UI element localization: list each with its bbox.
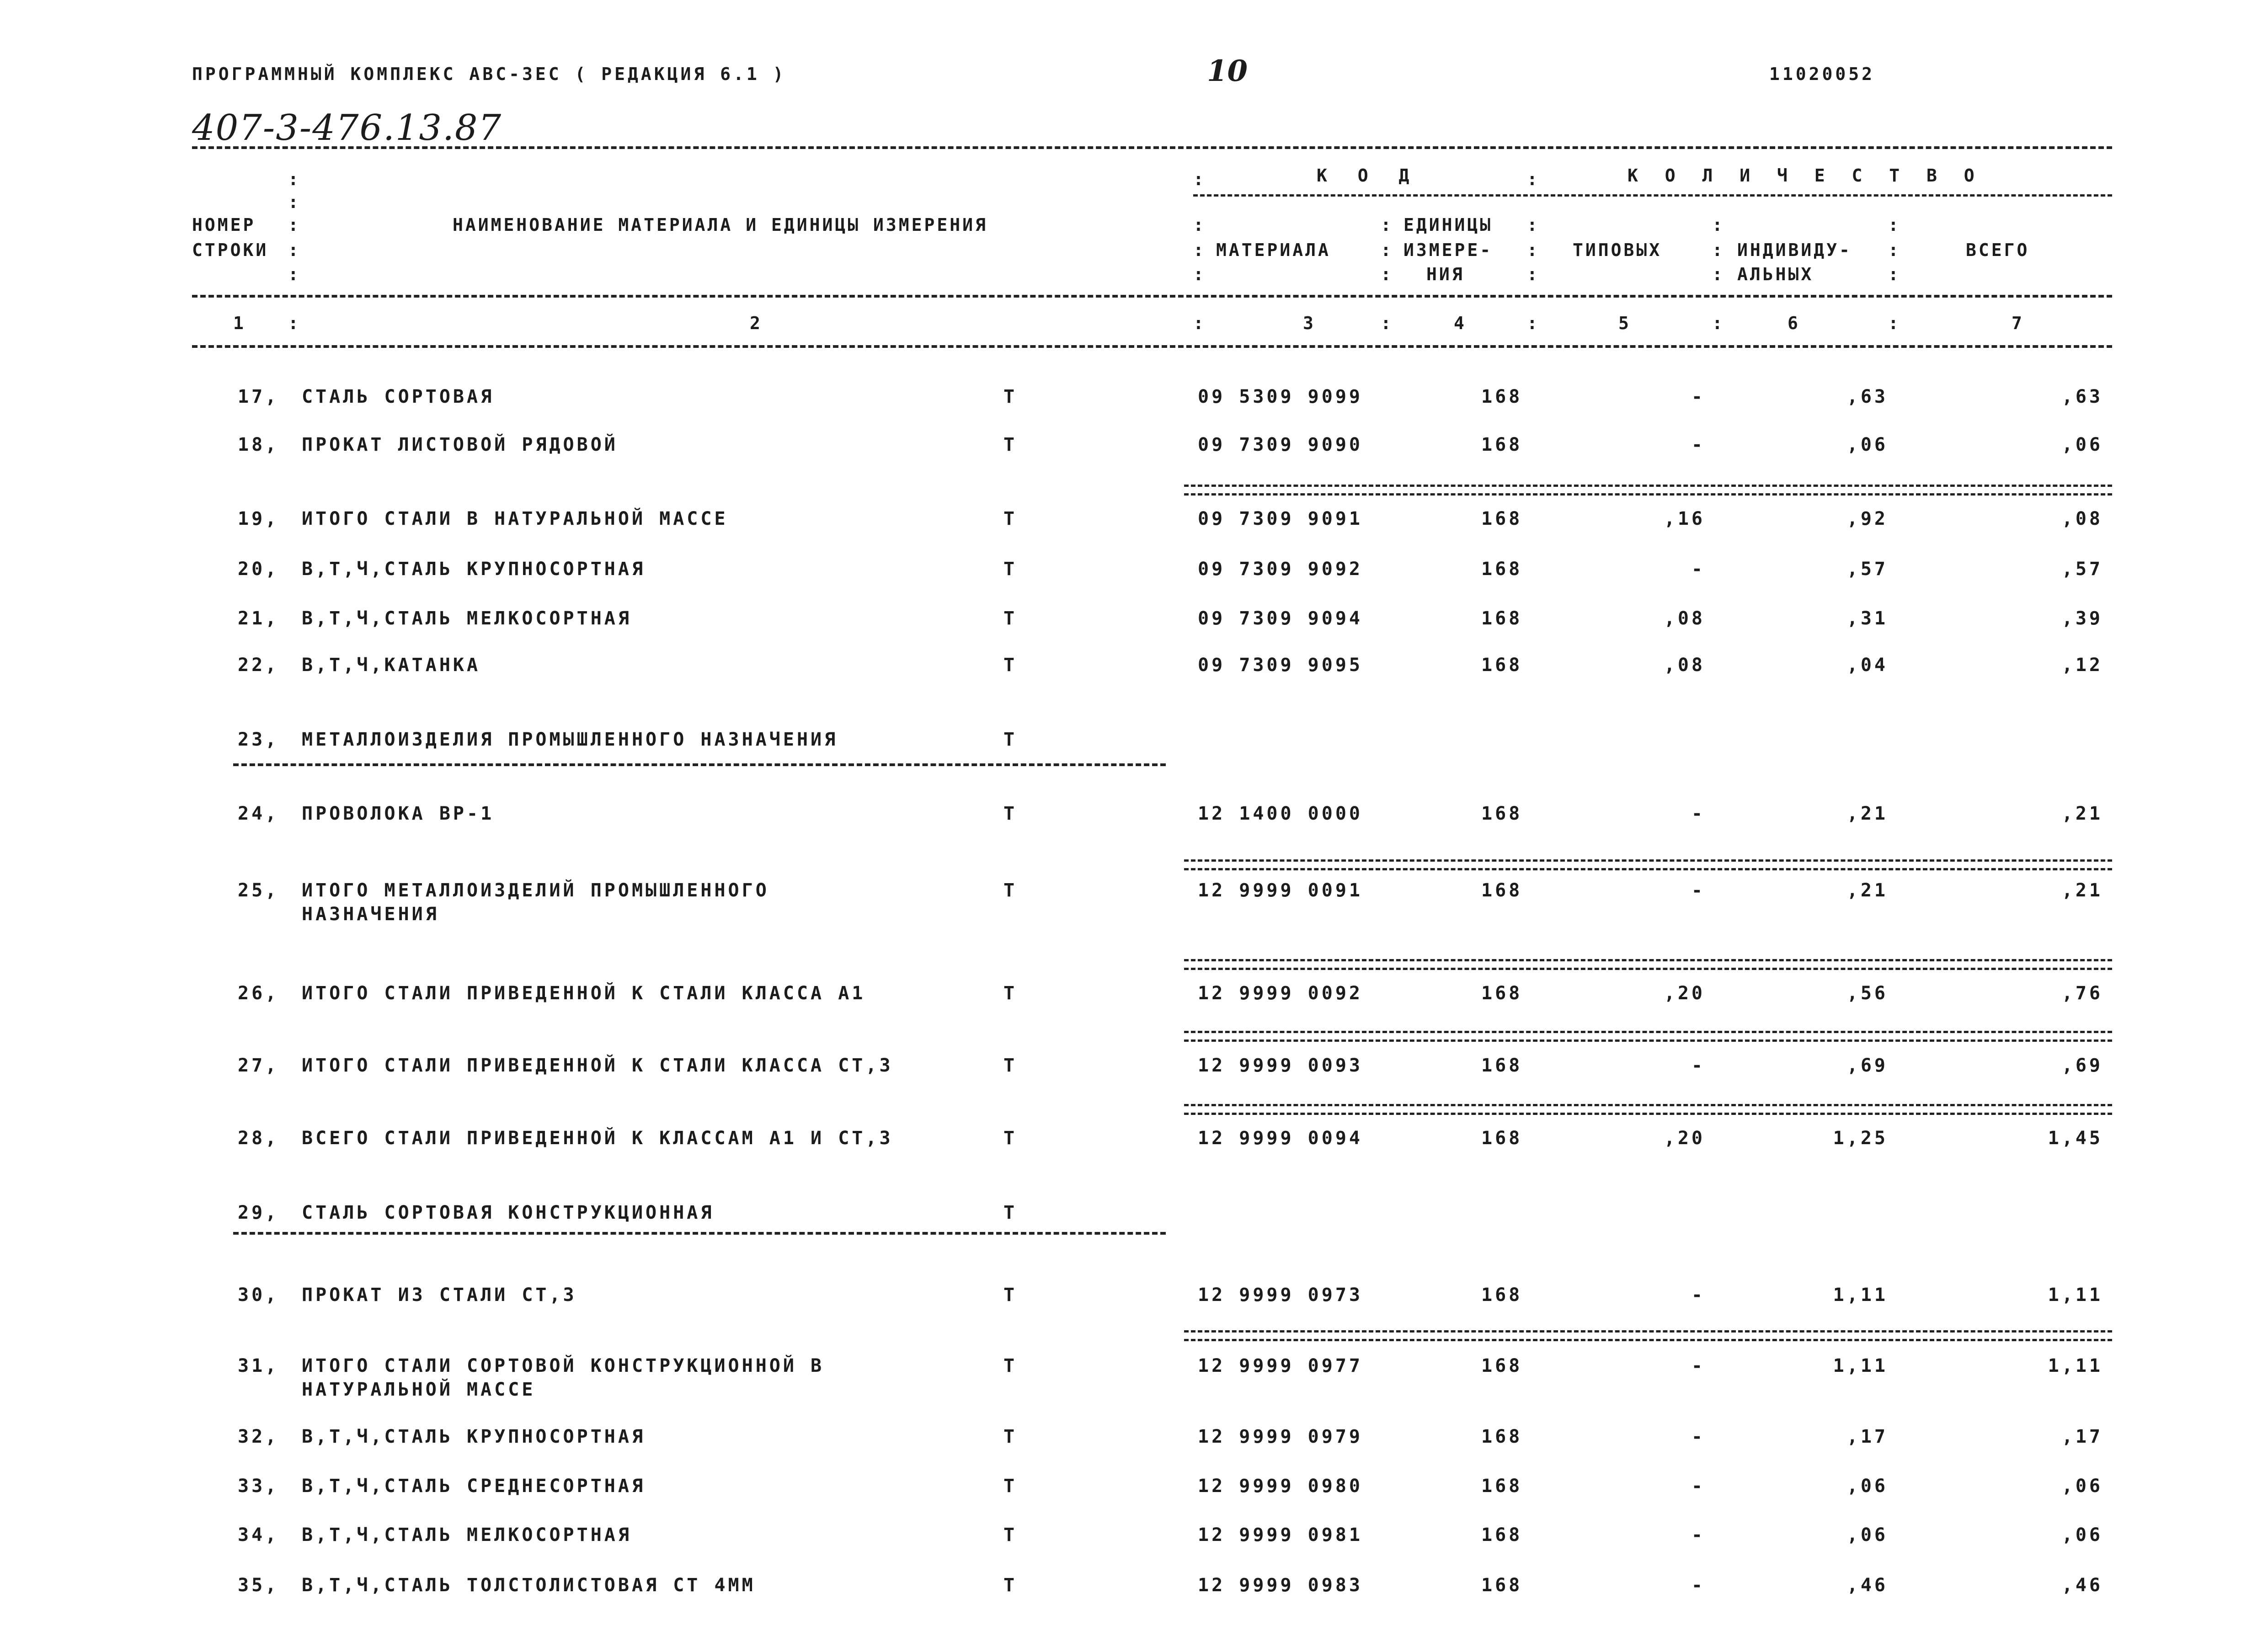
unit-of-measure: Т bbox=[1003, 729, 1018, 750]
col-unit-label: ЕДИНИЦЫ bbox=[1403, 215, 1493, 235]
col-unit-label-3: НИЯ bbox=[1426, 264, 1465, 284]
unit-code: 168 bbox=[1481, 386, 1523, 407]
individual-qty: 1,11 bbox=[1833, 1285, 1888, 1306]
material-code: 09 7309 9091 bbox=[1198, 508, 1363, 529]
unit-of-measure: Т bbox=[1003, 655, 1018, 676]
total-qty: ,57 bbox=[2061, 559, 2103, 580]
material-code: 12 1400 0000 bbox=[1198, 803, 1363, 824]
unit-code: 168 bbox=[1481, 1285, 1523, 1306]
typical-qty: - bbox=[1691, 1426, 1705, 1447]
unit-of-measure: Т bbox=[1003, 386, 1018, 407]
col-code-group-label: К О Д bbox=[1317, 165, 1420, 186]
unit-of-measure: Т bbox=[1003, 434, 1018, 455]
row-number: 27, bbox=[238, 1055, 279, 1076]
material-name: ИТОГО СТАЛИ ПРИВЕДЕННОЙ К СТАЛИ КЛАССА А1 bbox=[302, 983, 866, 1004]
material-code: 12 9999 0977 bbox=[1198, 1355, 1363, 1376]
individual-qty: ,56 bbox=[1846, 983, 1888, 1004]
row-number: 25, bbox=[238, 880, 279, 901]
material-name: ИТОГО СТАЛИ ПРИВЕДЕННОЙ К СТАЛИ КЛАССА СТ,3 bbox=[302, 1055, 893, 1076]
double-rule bbox=[1184, 1031, 2112, 1042]
handwritten-doc-number: 407-3-476.13.87 bbox=[192, 107, 502, 149]
unit-of-measure: Т bbox=[1003, 1128, 1018, 1149]
unit-of-measure: Т bbox=[1003, 1575, 1018, 1596]
row-number: 19, bbox=[238, 508, 279, 529]
total-qty: ,63 bbox=[2061, 386, 2103, 407]
header-bottom-rule bbox=[192, 345, 2112, 348]
typical-qty: ,20 bbox=[1664, 1128, 1705, 1149]
unit-of-measure: Т bbox=[1003, 1202, 1018, 1223]
unit-code: 168 bbox=[1481, 1128, 1523, 1149]
col-individual-label-2: АЛЬНЫХ bbox=[1737, 264, 1814, 284]
material-code: 12 9999 0093 bbox=[1198, 1055, 1363, 1076]
typical-qty: - bbox=[1691, 880, 1705, 901]
col-number-4: 4 bbox=[1454, 313, 1467, 333]
section-underline bbox=[233, 763, 1166, 766]
col-unit-label-2: ИЗМЕРЕ- bbox=[1403, 240, 1493, 260]
material-code: 12 9999 0981 bbox=[1198, 1524, 1363, 1546]
unit-code: 168 bbox=[1481, 559, 1523, 580]
unit-of-measure: Т bbox=[1003, 1426, 1018, 1447]
material-code: 12 9999 0973 bbox=[1198, 1285, 1363, 1306]
double-rule bbox=[1184, 1104, 2112, 1115]
typical-qty: - bbox=[1691, 1285, 1705, 1306]
individual-qty: ,63 bbox=[1846, 386, 1888, 407]
row-number: 21, bbox=[238, 608, 279, 629]
row-number: 24, bbox=[238, 803, 279, 824]
material-name: В,Т,Ч,КАТАНКА bbox=[302, 655, 481, 676]
program-title: ПРОГРАММНЫЙ КОМПЛЕКС АВС-ЗЕС ( РЕДАКЦИЯ 6.1 ) bbox=[192, 64, 786, 84]
material-name: В,Т,Ч,СТАЛЬ КРУПНОСОРТНАЯ bbox=[302, 559, 646, 580]
unit-code: 168 bbox=[1481, 1524, 1523, 1546]
header-group-rule bbox=[1193, 194, 2112, 197]
unit-of-measure: Т bbox=[1003, 559, 1018, 580]
material-name: В,Т,Ч,СТАЛЬ МЕЛКОСОРТНАЯ bbox=[302, 1524, 632, 1546]
total-qty: ,69 bbox=[2061, 1055, 2103, 1076]
material-name: В,Т,Ч,СТАЛЬ МЕЛКОСОРТНАЯ bbox=[302, 608, 632, 629]
row-number: 17, bbox=[238, 386, 279, 407]
unit-code: 168 bbox=[1481, 508, 1523, 529]
header-mid-rule bbox=[192, 295, 2112, 298]
material-code: 12 9999 0983 bbox=[1198, 1575, 1363, 1596]
total-qty: 1,11 bbox=[2048, 1285, 2103, 1306]
section-underline bbox=[233, 1232, 1166, 1235]
row-number: 32, bbox=[238, 1426, 279, 1447]
col-name-label: НАИМЕНОВАНИЕ МАТЕРИАЛА И ЕДИНИЦЫ ИЗМЕРЕНИЯ bbox=[453, 215, 988, 235]
individual-qty: ,06 bbox=[1846, 1476, 1888, 1497]
individual-qty: ,17 bbox=[1846, 1426, 1888, 1447]
material-name: ИТОГО МЕТАЛЛОИЗДЕЛИЙ ПРОМЫШЛЕННОГО bbox=[302, 880, 769, 901]
unit-code: 168 bbox=[1481, 1426, 1523, 1447]
material-code: 09 7309 9095 bbox=[1198, 655, 1363, 676]
unit-of-measure: Т bbox=[1003, 1055, 1018, 1076]
material-name: МЕТАЛЛОИЗДЕЛИЯ ПРОМЫШЛЕННОГО НАЗНАЧЕНИЯ bbox=[302, 729, 838, 750]
total-qty: ,39 bbox=[2061, 608, 2103, 629]
total-qty: ,12 bbox=[2061, 655, 2103, 676]
unit-of-measure: Т bbox=[1003, 608, 1018, 629]
material-code: 09 7309 9092 bbox=[1198, 559, 1363, 580]
typical-qty: - bbox=[1691, 1524, 1705, 1546]
individual-qty: 1,25 bbox=[1833, 1128, 1888, 1149]
individual-qty: ,21 bbox=[1846, 880, 1888, 901]
unit-of-measure: Т bbox=[1003, 880, 1018, 901]
material-name: СТАЛЬ СОРТОВАЯ КОНСТРУКЦИОННАЯ bbox=[302, 1202, 715, 1223]
unit-code: 168 bbox=[1481, 655, 1523, 676]
typical-qty: - bbox=[1691, 559, 1705, 580]
total-qty: ,06 bbox=[2061, 434, 2103, 455]
header-top-rule bbox=[192, 146, 2112, 149]
material-code: 12 9999 0094 bbox=[1198, 1128, 1363, 1149]
individual-qty: 1,11 bbox=[1833, 1355, 1888, 1376]
individual-qty: ,92 bbox=[1846, 508, 1888, 529]
unit-code: 168 bbox=[1481, 983, 1523, 1004]
col-material-code-label: МАТЕРИАЛА bbox=[1216, 240, 1331, 260]
material-name: ПРОКАТ ЛИСТОВОЙ РЯДОВОЙ bbox=[302, 434, 618, 455]
unit-of-measure: Т bbox=[1003, 508, 1018, 529]
row-number: 18, bbox=[238, 434, 279, 455]
total-qty: ,21 bbox=[2061, 803, 2103, 824]
row-number: 35, bbox=[238, 1575, 279, 1596]
row-number: 34, bbox=[238, 1524, 279, 1546]
typical-qty: - bbox=[1691, 1476, 1705, 1497]
individual-qty: ,06 bbox=[1846, 1524, 1888, 1546]
col-row-number-label-2: СТРОКИ bbox=[192, 240, 269, 260]
individual-qty: ,69 bbox=[1846, 1055, 1888, 1076]
typical-qty: ,20 bbox=[1664, 983, 1705, 1004]
row-number: 26, bbox=[238, 983, 279, 1004]
material-name: В,Т,Ч,СТАЛЬ КРУПНОСОРТНАЯ bbox=[302, 1426, 646, 1447]
individual-qty: ,31 bbox=[1846, 608, 1888, 629]
total-qty: ,46 bbox=[2061, 1575, 2103, 1596]
unit-code: 168 bbox=[1481, 1476, 1523, 1497]
material-code: 12 9999 0979 bbox=[1198, 1426, 1363, 1447]
col-typical-label: ТИПОВЫХ bbox=[1573, 240, 1662, 260]
row-number: 23, bbox=[238, 729, 279, 750]
total-qty: ,76 bbox=[2061, 983, 2103, 1004]
material-name: ПРОВОЛОКА ВР-1 bbox=[302, 803, 495, 824]
col-number-5: 5 bbox=[1618, 313, 1631, 333]
double-rule bbox=[1184, 859, 2112, 870]
material-name: ПРОКАТ ИЗ СТАЛИ СТ,3 bbox=[302, 1285, 577, 1306]
col-number-7: 7 bbox=[2012, 313, 2024, 333]
col-number-2: 2 bbox=[750, 313, 763, 333]
material-code: 12 9999 0092 bbox=[1198, 983, 1363, 1004]
col-total-label: ВСЕГО bbox=[1966, 240, 2030, 260]
unit-of-measure: Т bbox=[1003, 1476, 1018, 1497]
unit-code: 168 bbox=[1481, 608, 1523, 629]
col-quantity-group-label: К О Л И Ч Е С Т В О bbox=[1628, 165, 1983, 186]
typical-qty: ,08 bbox=[1664, 655, 1705, 676]
material-name: ВСЕГО СТАЛИ ПРИВЕДЕННОЙ К КЛАССАМ А1 И СТ,3 bbox=[302, 1128, 893, 1149]
typical-qty: - bbox=[1691, 1055, 1705, 1076]
col-individual-label: ИНДИВИДУ- bbox=[1737, 240, 1852, 260]
material-name: В,Т,Ч,СТАЛЬ ТОЛСТОЛИСТОВАЯ СТ 4ММ bbox=[302, 1575, 756, 1596]
row-number: 31, bbox=[238, 1355, 279, 1376]
typical-qty: ,08 bbox=[1664, 608, 1705, 629]
unit-code: 168 bbox=[1481, 880, 1523, 901]
total-qty: ,17 bbox=[2061, 1426, 2103, 1447]
material-code: 09 5309 9099 bbox=[1198, 386, 1363, 407]
col-row-number-label: НОМЕР bbox=[192, 215, 256, 235]
row-number: 33, bbox=[238, 1476, 279, 1497]
unit-of-measure: Т bbox=[1003, 983, 1018, 1004]
unit-code: 168 bbox=[1481, 803, 1523, 824]
row-number: 29, bbox=[238, 1202, 279, 1223]
individual-qty: ,04 bbox=[1846, 655, 1888, 676]
typical-qty: - bbox=[1691, 386, 1705, 407]
row-number: 30, bbox=[238, 1285, 279, 1306]
material-name-continued: НАТУРАЛЬНОЙ МАССЕ bbox=[302, 1379, 536, 1400]
unit-code: 168 bbox=[1481, 434, 1523, 455]
double-rule bbox=[1184, 485, 2112, 496]
double-rule bbox=[1184, 1330, 2112, 1341]
material-code: 12 9999 0980 bbox=[1198, 1476, 1363, 1497]
unit-of-measure: Т bbox=[1003, 1355, 1018, 1376]
typical-qty: - bbox=[1691, 1575, 1705, 1596]
material-name-continued: НАЗНАЧЕНИЯ bbox=[302, 904, 439, 925]
total-qty: ,08 bbox=[2061, 508, 2103, 529]
total-qty: 1,11 bbox=[2048, 1355, 2103, 1376]
row-number: 28, bbox=[238, 1128, 279, 1149]
page-number: 10 bbox=[1207, 54, 1248, 88]
total-qty: ,06 bbox=[2061, 1524, 2103, 1546]
unit-code: 168 bbox=[1481, 1575, 1523, 1596]
typical-qty: - bbox=[1691, 434, 1705, 455]
material-name: ИТОГО СТАЛИ СОРТОВОЙ КОНСТРУКЦИОННОЙ В bbox=[302, 1355, 825, 1376]
typical-qty: ,16 bbox=[1664, 508, 1705, 529]
unit-code: 168 bbox=[1481, 1355, 1523, 1376]
row-number: 20, bbox=[238, 559, 279, 580]
individual-qty: ,21 bbox=[1846, 803, 1888, 824]
material-code: 09 7309 9090 bbox=[1198, 434, 1363, 455]
total-qty: ,06 bbox=[2061, 1476, 2103, 1497]
unit-of-measure: Т bbox=[1003, 803, 1018, 824]
individual-qty: ,57 bbox=[1846, 559, 1888, 580]
typical-qty: - bbox=[1691, 1355, 1705, 1376]
double-rule bbox=[1184, 959, 2112, 970]
document-code: 11020052 bbox=[1769, 64, 1875, 84]
individual-qty: ,06 bbox=[1846, 434, 1888, 455]
material-name: СТАЛЬ СОРТОВАЯ bbox=[302, 386, 495, 407]
unit-of-measure: Т bbox=[1003, 1524, 1018, 1546]
typical-qty: - bbox=[1691, 803, 1705, 824]
unit-code: 168 bbox=[1481, 1055, 1523, 1076]
col-number-1: 1 bbox=[233, 313, 246, 333]
unit-of-measure: Т bbox=[1003, 1285, 1018, 1306]
individual-qty: ,46 bbox=[1846, 1575, 1888, 1596]
row-number: 22, bbox=[238, 655, 279, 676]
material-name: В,Т,Ч,СТАЛЬ СРЕДНЕСОРТНАЯ bbox=[302, 1476, 646, 1497]
material-code: 09 7309 9094 bbox=[1198, 608, 1363, 629]
material-code: 12 9999 0091 bbox=[1198, 880, 1363, 901]
total-qty: ,21 bbox=[2061, 880, 2103, 901]
col-number-3: 3 bbox=[1303, 313, 1316, 333]
total-qty: 1,45 bbox=[2048, 1128, 2103, 1149]
material-name: ИТОГО СТАЛИ В НАТУРАЛЬНОЙ МАССЕ bbox=[302, 508, 728, 529]
col-number-6: 6 bbox=[1788, 313, 1800, 333]
